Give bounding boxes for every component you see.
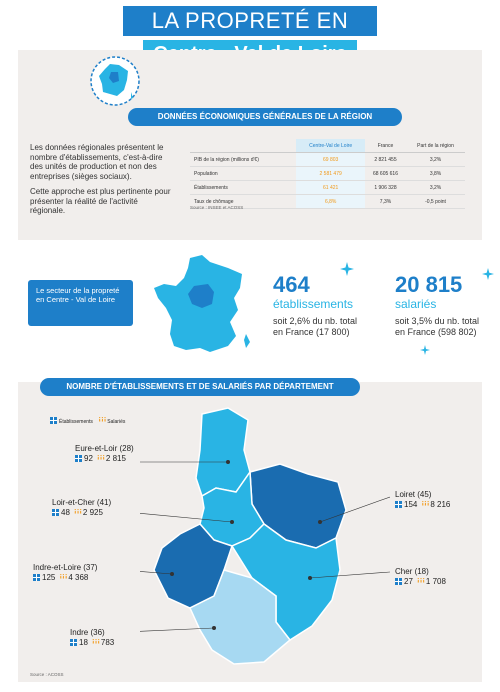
dept-etab: 92 [84, 454, 93, 463]
dept-label-36 [70, 628, 114, 648]
people-icon: ꜟꜟꜟ [73, 508, 82, 517]
eco-source: Source : INSEE et ACOSS [190, 205, 244, 210]
sparkle-icon [420, 345, 430, 355]
dept-etab: 154 [404, 500, 418, 509]
dept-label-18 [395, 567, 446, 587]
dept-etab: 27 [404, 577, 413, 586]
dept-name: Indre-et-Loire (37) [33, 563, 98, 572]
dept-sal: 783 [100, 638, 115, 647]
secteur-label: Le secteur de la propreté en Centre - Val de Loire [28, 280, 133, 326]
dept-label-45 [395, 490, 450, 510]
dept-sal: 2 925 [82, 508, 103, 517]
building-icon [50, 417, 57, 424]
eco-table [190, 139, 465, 209]
part-value: 3,2% [406, 181, 465, 195]
part-value: 3,8% [406, 167, 465, 181]
people-icon: ꜟꜟꜟ [416, 577, 425, 586]
row-label: Taux de chômage [190, 195, 296, 209]
row-label: Établissements [190, 181, 296, 195]
legend-sal: Salariés [107, 419, 126, 425]
people-icon: ꜟꜟꜟ [59, 573, 68, 582]
table-header: Part de la région [406, 139, 465, 153]
dept-name: Loiret (45) [395, 490, 432, 499]
table-row [190, 181, 465, 195]
building-icon [75, 455, 82, 462]
france-map-icon [150, 250, 260, 360]
dept-label-41 [52, 498, 111, 518]
legend [50, 416, 125, 427]
row-label: PIB de la région (millions d'€) [190, 153, 296, 167]
eco-paragraph-2: Cette approche est plus pertinente pour présenter la réalité de l'activité régionale. [30, 187, 171, 215]
sal-unit: salariés [395, 297, 437, 311]
people-icon: ꜟꜟꜟ [98, 416, 107, 425]
dept-sal: 8 216 [430, 500, 451, 509]
dept-label-28 [75, 444, 134, 464]
france-value: 7,3% [365, 195, 406, 209]
people-icon: ꜟꜟꜟ [91, 638, 100, 647]
region-value: 6,8% [296, 195, 365, 209]
etab-unit: établissements [273, 297, 354, 311]
dept-sal: 2 815 [105, 454, 126, 463]
building-icon [395, 578, 402, 585]
part-value: 3,2% [406, 153, 465, 167]
france-value: 2 821 455 [365, 153, 406, 167]
eco-paragraph-1: Les données régionales présentent le nombre d'établissements, c'est-à-dire des unités de production et non des entreprises (sièges sociaux). [30, 143, 164, 181]
people-icon: ꜟꜟꜟ [421, 500, 430, 509]
sal-sub-2: en France (598 802) [395, 327, 477, 337]
etab-sub-1: soit 2,6% du nb. total [273, 316, 358, 326]
region-value: 61 421 [296, 181, 365, 195]
eco-heading: DONNÉES ÉCONOMIQUES GÉNÉRALES DE LA RÉGION [128, 108, 402, 126]
dept-sal: 4 368 [68, 573, 89, 582]
table-header: Centre-Val de Loire [296, 139, 365, 153]
france-value: 1 906 328 [365, 181, 406, 195]
dept-name: Eure-et-Loir (28) [75, 444, 134, 453]
table-row [190, 167, 465, 181]
table-header: France [365, 139, 406, 153]
building-icon [33, 574, 40, 581]
region-value: 2 581 479 [296, 167, 365, 181]
people-icon: ꜟꜟꜟ [96, 454, 105, 463]
dept-name: Indre (36) [70, 628, 105, 637]
dept-etab: 125 [42, 573, 56, 582]
dept-name: Loir-et-Cher (41) [52, 498, 112, 507]
etab-number: 464 [273, 272, 310, 297]
title-line1: LA PROPRETÉ EN [123, 6, 377, 36]
table-header [190, 139, 296, 153]
region-map [140, 400, 390, 670]
france-value: 68 605 616 [365, 167, 406, 181]
france-locator-icon [86, 52, 144, 110]
building-icon [70, 639, 77, 646]
table-row [190, 153, 465, 167]
region-value: 69 803 [296, 153, 365, 167]
dept-sal: 1 708 [425, 577, 446, 586]
dept-source: Source : ACOSS [30, 672, 64, 677]
part-value: -0,5 point [406, 195, 465, 209]
sal-number: 20 815 [395, 272, 463, 297]
legend-etab: Établissements [59, 419, 93, 425]
building-icon [52, 509, 59, 516]
dept-label-37 [33, 563, 97, 583]
building-icon [395, 501, 402, 508]
dept-name: Cher (18) [395, 567, 429, 576]
sparkle-icon [340, 262, 354, 276]
row-label: Population [190, 167, 296, 181]
dept-etab: 18 [79, 638, 88, 647]
sparkle-icon [482, 268, 494, 280]
etab-sub-2: en France (17 800) [273, 327, 350, 337]
sal-sub-1: soit 3,5% du nb. total [395, 316, 480, 326]
dept-heading: NOMBRE D'ÉTABLISSEMENTS ET DE SALARIÉS PAR DÉPARTEMENT [40, 378, 360, 396]
dept-etab: 48 [61, 508, 70, 517]
